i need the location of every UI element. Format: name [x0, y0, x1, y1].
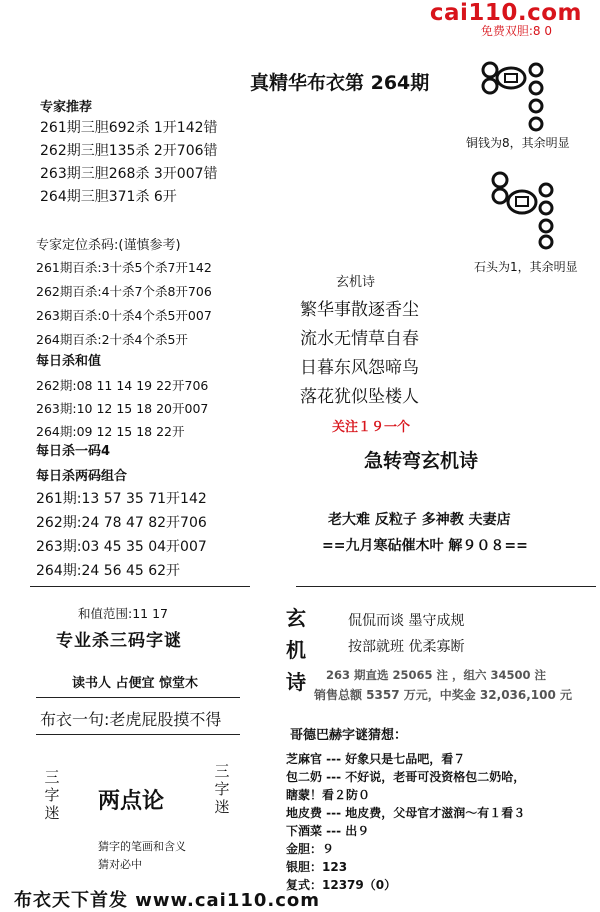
- three-code-riddle-title: 专业杀三码字谜: [56, 631, 182, 651]
- list-item: 下酒菜 --- 出９: [286, 824, 370, 838]
- free-double-dan: 免费双胆:8 0: [480, 24, 552, 38]
- xuanjishi-line-1: 侃侃而谈 墨守成规: [348, 613, 465, 629]
- expert-recommend-list: [40, 117, 218, 209]
- poem-line: 日暮东风怨啼鸟: [300, 358, 419, 378]
- coin-figure-icon: [478, 56, 558, 146]
- coin-caption: 铜钱为8，其余明显: [466, 136, 570, 150]
- riddle-line-2: ==九月寒砧催木叶 解９０８==: [322, 538, 528, 554]
- list-item: 芝麻官 --- 好象只是七品吧，看７: [286, 752, 466, 766]
- list-item: 261期:13 57 35 71开142: [36, 491, 207, 507]
- footer-site: 布衣天下首发 www.cai110.com: [14, 890, 321, 911]
- divider: [36, 697, 240, 698]
- list-item: 金胆：９: [286, 842, 335, 856]
- stone-caption: 石头为1，其余明显: [474, 260, 578, 274]
- daily-sum-list: [36, 374, 208, 443]
- divider: [296, 586, 596, 587]
- buyi-line: 布衣一句:老虎屁股摸不得: [40, 710, 222, 729]
- list-item: 瞎蒙！看２防０: [286, 788, 371, 802]
- poem-line: 流水无情草自春: [300, 329, 419, 349]
- riddle-words: 老大难 反粒子 多神教 夫妻店: [328, 512, 511, 528]
- guess-hint-2: 猜对必中: [98, 858, 142, 871]
- sales-line-2: 销售总额 5357 万元，中奖金 32,036,100 元: [314, 688, 573, 702]
- poem-line: 繁华事散逐香尘: [300, 300, 419, 320]
- list-item: 263期:10 12 15 18 20开007: [36, 401, 209, 416]
- turn-poem-title: 急转弯玄机诗: [364, 450, 479, 472]
- stone-figure-icon: [488, 166, 568, 252]
- poem-line: 落花犹似坠楼人: [300, 387, 419, 407]
- follow-note: 关注１９一个: [332, 420, 411, 435]
- daily-two-list: [36, 487, 207, 583]
- list-item: 261期三胆692杀 1开142错: [40, 120, 218, 136]
- sum-range: 和值范围:11 17: [78, 606, 168, 621]
- expert-position-heading: 专家定位杀码:(谨慎参考): [36, 238, 181, 253]
- sanzimi-right: 三 字 迷: [214, 762, 230, 816]
- goldbach-heading: 哥德巴赫字谜猜想：: [290, 728, 408, 743]
- list-item: 包二奶 --- 不好说，老哥可没资格包二奶哈，: [286, 770, 526, 784]
- guess-hint-1: 猜字的笔画和含义: [98, 840, 186, 853]
- list-item: 264期百杀:2十杀4个杀5开: [36, 332, 188, 347]
- expert-recommend-heading: 专家推荐: [40, 100, 93, 115]
- divider: [30, 586, 250, 587]
- list-item: 263期百杀:0十杀4个杀5开007: [36, 308, 212, 323]
- list-item: 264期:09 12 15 18 22开: [36, 424, 185, 439]
- two-dots-theory: 两点论: [98, 789, 165, 814]
- list-item: 复式：12379（0）: [286, 878, 397, 892]
- daily-sum-heading: 每日杀和值: [36, 354, 102, 369]
- list-item: 262期:24 78 47 82开706: [36, 515, 207, 531]
- goldbach-list: [286, 750, 525, 894]
- mystic-heading: 玄机诗: [336, 275, 376, 290]
- mystic-poem: [300, 296, 419, 412]
- sanzimi-left: 三 字 迷: [44, 768, 60, 822]
- xuanjishi-vertical: 玄 机 诗: [286, 606, 306, 694]
- sales-line-1: 263 期直选 25065 注 ，组六 34500 注: [326, 668, 547, 682]
- list-item: 银胆：123: [286, 860, 348, 874]
- list-item: 262期:08 11 14 19 22开706: [36, 378, 209, 393]
- page-title: 真精华布衣第 264期: [250, 72, 430, 94]
- list-item: 262期百杀:4十杀7个杀8开706: [36, 284, 212, 299]
- list-item: 263期:03 45 35 04开007: [36, 539, 207, 555]
- list-item: 地皮费 --- 地皮费，父母官才滋润～有１看３: [286, 806, 526, 820]
- site-logo: cai110.com: [429, 0, 582, 26]
- xuanjishi-line-2: 按部就班 优柔寡断: [348, 639, 465, 655]
- list-item: 264期三胆371杀 6开: [40, 189, 177, 205]
- expert-position-list: [36, 256, 212, 352]
- list-item: 262期三胆135杀 2开706错: [40, 143, 218, 159]
- reader-line: 读书人 占便宜 惊堂木: [72, 676, 199, 691]
- divider: [36, 734, 240, 735]
- daily-two-heading: 每日杀两码组合: [36, 469, 128, 484]
- list-item: 261期百杀:3十杀5个杀7开142: [36, 260, 212, 275]
- list-item: 263期三胆268杀 3开007错: [40, 166, 218, 182]
- list-item: 264期:24 56 45 62开: [36, 563, 181, 579]
- daily-kill-one: 每日杀一码4: [36, 444, 111, 459]
